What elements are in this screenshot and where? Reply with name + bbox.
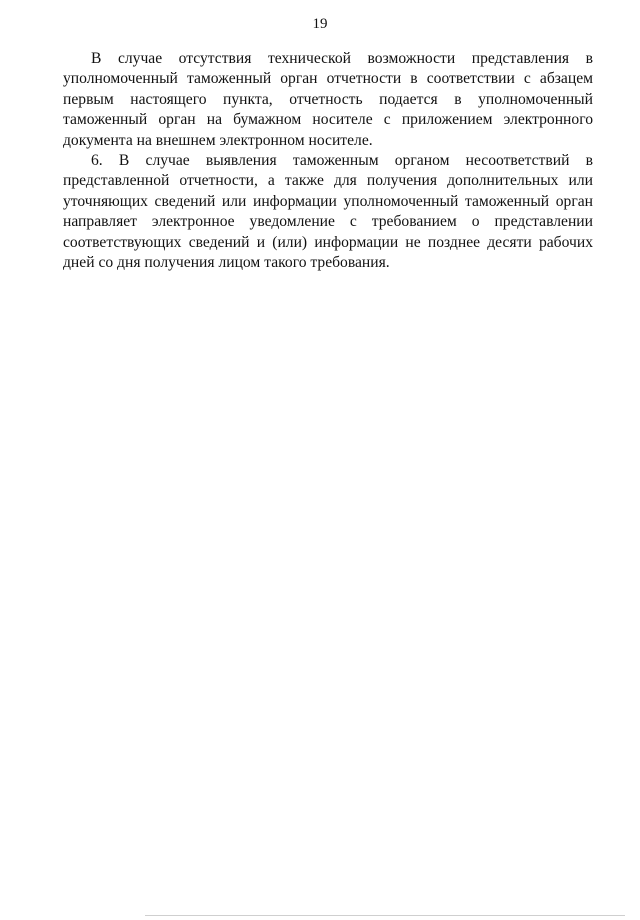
page-number: 19 xyxy=(312,16,328,32)
scan-edge-line xyxy=(145,915,625,916)
document-body xyxy=(63,49,593,273)
paragraph-item-6-discrepancies: 6. В случае выявления таможенным органом несоответствий в представленной отчетности, а также для получения дополнительных или уточняющих сведений или информации уполномоченный таможенный орган направляет электронное уведомление с требованием о представлении соответствующих сведений и (или) информации не позднее десяти рабочих дней со дня получения лицом такого требования. xyxy=(63,152,593,272)
paragraph-paper-submission: В случае отсутствия технической возможности представления в уполномоченный таможенный орган отчетности в соответствии с абзацем первым настоящего пункта, отчетность подается в уполномоченный таможенный орган на бумажном носителе с приложением электронного документа на внешнем электронном носителе. xyxy=(63,50,593,149)
